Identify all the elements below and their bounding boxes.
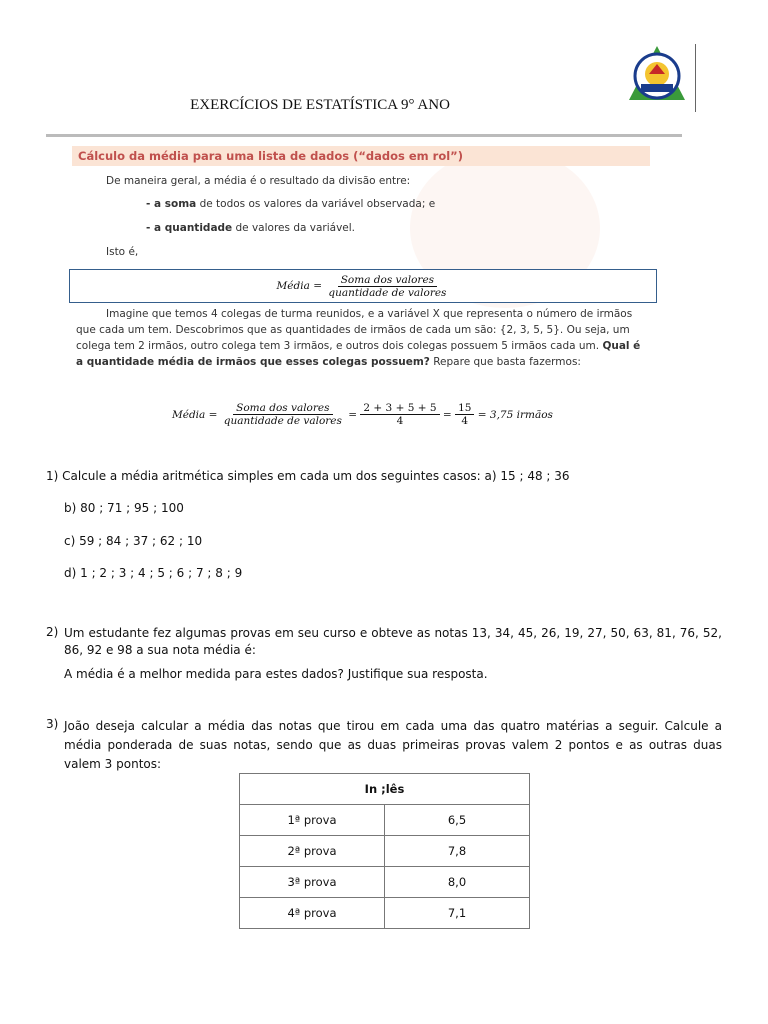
question-1d: d) 1 ; 2 ; 3 ; 4 ; 5 ; 6 ; 7 ; 8 ; 9 — [64, 566, 243, 580]
bullet-sum: - a soma de todos os valores da variável observada; e — [146, 198, 436, 210]
section-title: Cálculo da média para uma lista de dados (“dados em rol”) — [78, 149, 463, 163]
grades-table — [239, 773, 530, 929]
question-2-number: 2) — [46, 625, 59, 639]
question-3-number: 3) — [46, 717, 59, 731]
formula-box — [69, 269, 657, 303]
intro-paragraph: Imagine que temos 4 colegas de turma reunidos, e a variável X que representa o número de irmãos que cada um tem. Descobrimos que as quantidades de irmãos de cada um são: {2, 3, 5, 5}. Ou seja, um colega tem 2 irmãos, outro colega tem 3 irmãos, e outros dois colegas possuem 5 irmãos cada um. Qual é a quantidade média de irmãos que esses colegas possuem? Repare que basta fazermos: — [76, 308, 641, 368]
page-title: EXERCÍCIOS DE ESTATÍSTICA 9° ANO — [190, 97, 450, 113]
formula-denominator: quantidade de valores — [328, 286, 447, 299]
table-row: 1ª prova 6,5 — [240, 805, 530, 836]
section-header — [72, 146, 650, 166]
isto-e: Isto é, — [106, 246, 139, 258]
question-1c: c) 59 ; 84 ; 37 ; 62 ; 10 — [64, 534, 203, 548]
formula-lhs: Média = — [276, 280, 322, 292]
table-row: 3ª prova 8,0 — [240, 867, 530, 898]
intro-line: De maneira geral, a média é o resultado da divisão entre: — [106, 175, 411, 187]
question-1b: b) 80 ; 71 ; 95 ; 100 — [64, 501, 184, 515]
example-formula: Média = $\frac{\text{Soma dos valores}}{\text{quantidade de valores}}$ = $\frac{2 + 3 + 5 + 5}{4}$ = $\frac{15}{4}$ = 3,75 irmãos — [172, 402, 553, 427]
question-2: Um estudante fez algumas provas em seu curso e obteve as notas 13, 34, 45, 26, 19, 27, 50, 63, 81, 76, 52, 86, 92 e 98 a sua nota média é: — [64, 626, 722, 657]
table-row: 4ª prova 7,1 — [240, 898, 530, 929]
question-1: 1) Calcule a média aritmética simples em cada um dos seguintes casos: a) 15 ; 48 ; 36 — [46, 469, 570, 483]
question-2-sub: A média é a melhor medida para estes dados? Justifique sua resposta. — [64, 667, 488, 681]
question-3: João deseja calcular a média das notas que tirou em cada uma das quatro matérias a seguir. Calcule a média ponderada de suas notas, sendo que as duas primeiras provas valem 2 pontos e as outras duas valem 3 pontos: — [64, 719, 722, 771]
bullet-quantity: - a quantidade de valores da variável. — [146, 222, 355, 234]
formula-numerator: Soma dos valores — [338, 274, 437, 287]
table-header: In ;lês — [240, 774, 530, 805]
table-row: 2ª prova 7,8 — [240, 836, 530, 867]
header-divider — [695, 44, 696, 112]
header-rule — [46, 134, 682, 137]
